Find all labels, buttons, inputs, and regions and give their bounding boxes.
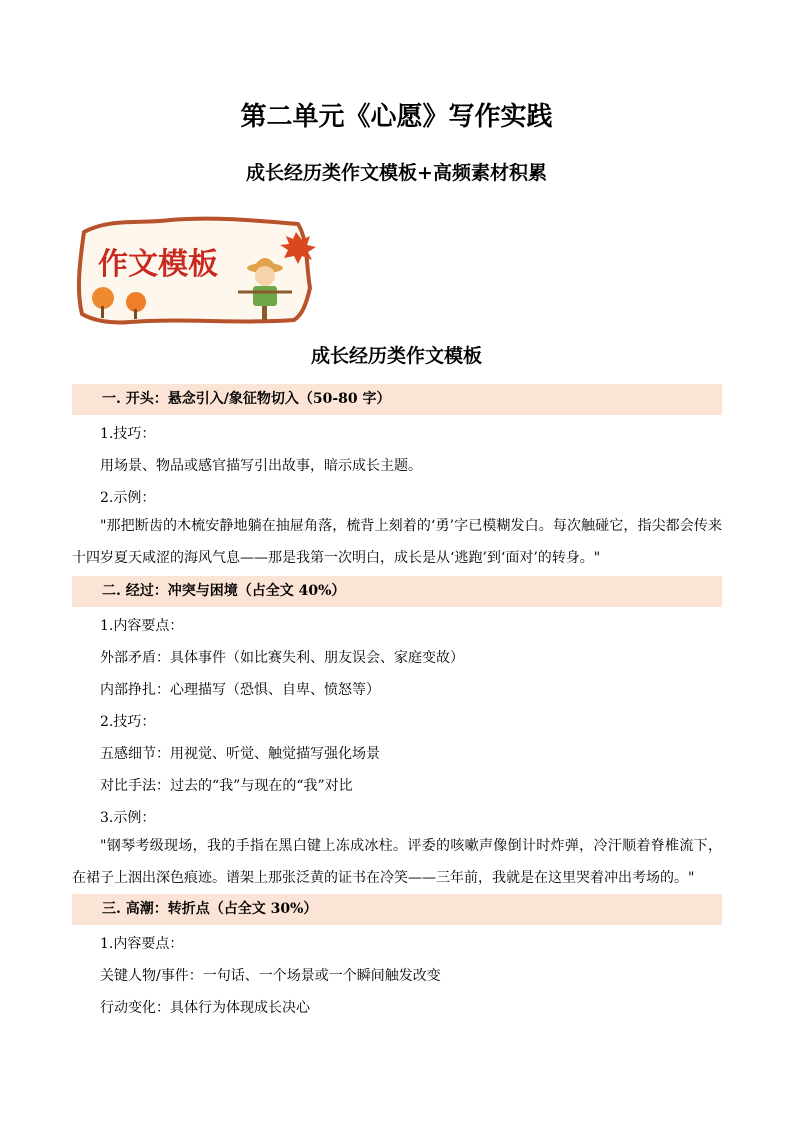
section-heading-development: 二. 经过：冲突与困境（占全文 40%） bbox=[72, 576, 722, 607]
document-subtitle: 成长经历类作文模板+高频素材积累 bbox=[246, 162, 547, 184]
text-line: 内部挣扎：心理描写（恐惧、自卑、愤怒等） bbox=[100, 682, 380, 698]
example-paragraph: "那把断齿的木梳安静地躺在抽屉角落，梳背上刻着的‘勇’字已模糊发白。每次触碰它，指尖都会传来十四岁夏天咸涩的海风气息——那是我第一次明白，成长是从‘逃跑’到‘面对’的转身。" bbox=[72, 518, 722, 566]
text-line: 对比手法：过去的“我”与现在的“我”对比 bbox=[100, 778, 353, 794]
document-title: 第二单元《心愿》写作实践 bbox=[240, 102, 553, 132]
example-paragraph: "钢琴考级现场，我的手指在黑白键上冻成冰柱。评委的咳嗽声像倒计时炸弹，冷汗顺着脊椎流下，在裙子上洇出深色痕迹。谱架上那张泛黄的证书在冷笑——三年前，我就是在这里哭着冲出考场的。" bbox=[72, 838, 722, 886]
text-line: 行动变化：具体行为体现成长决心 bbox=[100, 1000, 310, 1016]
banner-text: 作文模板 bbox=[98, 247, 218, 282]
section-heading-climax: 三. 高潮：转折点（占全文 30%） bbox=[72, 894, 722, 925]
text-line: 关键人物/事件：一句话、一个场景或一个瞬间触发改变 bbox=[100, 968, 441, 984]
template-banner-illustration bbox=[70, 210, 325, 330]
text-line: 3.示例： bbox=[100, 810, 156, 826]
text-line: 1.内容要点： bbox=[100, 618, 184, 634]
text-line: 1.内容要点： bbox=[100, 936, 184, 952]
text-line: 2.技巧： bbox=[100, 714, 156, 730]
text-line: 2.示例： bbox=[100, 490, 156, 506]
text-line: 五感细节：用视觉、听觉、触觉描写强化场景 bbox=[100, 746, 380, 762]
text-line: 用场景、物品或感官描写引出故事，暗示成长主题。 bbox=[100, 458, 422, 474]
text-line: 外部矛盾：具体事件（如比赛失利、朋友误会、家庭变故） bbox=[100, 650, 464, 666]
section-heading-opening: 一. 开头：悬念引入/象征物切入（50-80 字） bbox=[72, 384, 722, 415]
text-line: 1.技巧： bbox=[100, 426, 156, 442]
template-section-title: 成长经历类作文模板 bbox=[310, 345, 482, 367]
